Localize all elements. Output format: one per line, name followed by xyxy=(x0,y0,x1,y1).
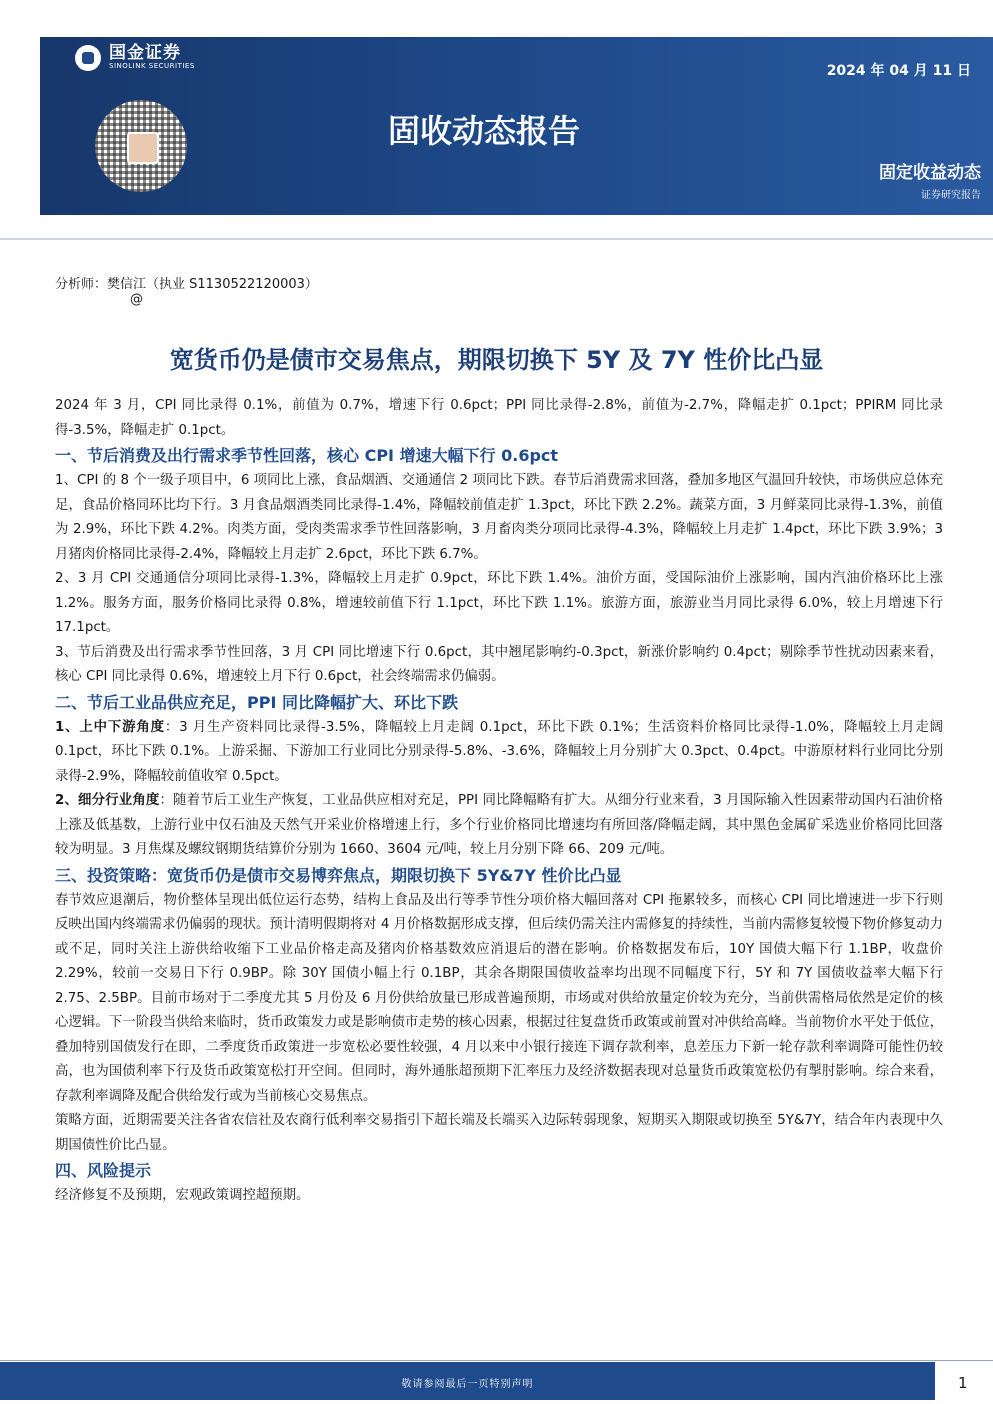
page-title: 宽货币仍是债市交易焦点，期限切换下 5Y 及 7Y 性价比凸显 xyxy=(169,346,824,374)
analyst-email[interactable]: @ xyxy=(130,292,143,307)
section-heading-3: 三、投资策略：宽货币仍是债市交易博弈焦点，期限切换下 5Y&7Y 性价比凸显 xyxy=(55,865,622,885)
section2-text-2: ：随着节后工业生产恢复，工业品供应相对充足，PPI 同比降幅略有扩大。从细分行业来看，3 月国际输入性因素带动国内石油价格上涨及低基数，上游行业中仅石油及天然气开采业价格增速上行，多个行业价格同比增速均有所回落/降幅走阔，其中黑色金属矿采选业价格同比回落较为明显。3 月焦煤及螺纹钢期货结算价分别为 1660、3604 元/吨，较上月分别下降 66、209 元/吨。 xyxy=(55,793,943,857)
section-heading-1: 一、节后消费及出行需求季节性回落，核心 CPI 增速大幅下行 0.6pct xyxy=(55,446,559,465)
section-heading-4: 四、风险提示 xyxy=(55,1161,152,1180)
section-heading-2: 二、节后工业品供应充足，PPI 同比降幅扩大、环比下跌 xyxy=(55,692,458,712)
section1-paragraph-3: 3、节后消费及出行需求季节性回落，3 月 CPI 同比增速下行 0.6pct，其中翘尾影响约-0.3pct，新涨价影响约 0.4pct；剔除季节性扰动因素来看，核心 CPI 同比录得 0.6%，增速较上月下行 0.6pct，社会终端需求仍偏弱。 xyxy=(55,644,943,684)
logo-name-en: SINOLINK SECURITIES xyxy=(109,62,195,70)
section3-paragraph-2: 策略方面，近期需要关注各省农信社及农商行低利率交易指引下超长端及长端买入边际转弱现象，短期买入期限或切换至 5Y&7Y，结合年内表现中久期国债性价比凸显。 xyxy=(55,1113,943,1153)
logo-name-cn: 国金证券 xyxy=(109,43,181,63)
section1-paragraph-1: 1、CPI 的 8 个一级子项目中，6 项同比上涨，食品烟酒、交通通信 2 项同比下跌。春节后消费需求回落，叠加多地区气温回升较快，市场供应总体充足，食品价格同环比均下行。3 月食品烟酒类同比录得-1.4%，降幅较前值走扩 1.3pct，环比下跌 2.2%。蔬菜方面，3 月鲜菜同比录得-1.3%，前值为 2.9%，环比下跌 4.2%。肉类方面，受肉类需求季节性回落影响，3 月畜肉类分项同比录得-4.3%，降幅较上月走扩 1.4pct，环比下跌 3.9%；3 月猪肉价格同比录得-2.4%，降幅较上月走扩 2.6pct，环比下跌 6.7%。 xyxy=(55,473,943,562)
qr-center-logo xyxy=(127,132,159,164)
report-type-title: 固收动态报告 xyxy=(388,112,581,150)
section2-paragraph-1 xyxy=(55,716,943,790)
section2-label-1: 1、上中下游角度 xyxy=(55,719,165,735)
section2-paragraph-2 xyxy=(55,789,943,863)
intro-paragraph: 2024 年 3 月，CPI 同比录得 0.1%，前值为 0.7%，增速下行 0.6pct；PPI 同比录得-2.8%，前值为-2.7%，降幅走扩 0.1pct；PPIRM 同比录得-3.5%，降幅走扩 0.1pct。 xyxy=(55,398,943,438)
company-logo xyxy=(75,44,195,71)
page-number: 1 xyxy=(958,1374,968,1392)
section2-label-2: 2、细分行业角度 xyxy=(55,793,160,808)
report-date: 2024 年 04 月 11 日 xyxy=(826,63,971,79)
risk-paragraph: 经济修复不及预期，宏观政策调控超预期。 xyxy=(55,1188,310,1203)
footer-disclaimer: 敬请参阅最后一页特别声明 xyxy=(401,1379,534,1390)
report-subcategory: 证券研究报告 xyxy=(921,190,981,201)
report-category: 固定收益动态 xyxy=(879,163,981,183)
section2-text-1: ：3 月生产资料同比录得-3.5%，降幅较上月走阔 0.1pct，环比下跌 0.1%；生活资料价格同比录得-1.0%，降幅较上月走阔 0.1pct，环比下跌 0.1%。上游采掘、下游加工行业同比分别录得-5.8%、-3.6%，降幅较上月分别扩大 0.3pct、0.4pct。中游原材料行业同比分别录得-2.9%，降幅较前值收窄 0.5pct。 xyxy=(55,719,943,784)
report-body xyxy=(55,394,943,1209)
footer-divider xyxy=(0,1360,993,1361)
header-divider xyxy=(0,238,993,240)
section1-paragraph-2: 2、3 月 CPI 交通通信分项同比录得-1.3%，降幅较上月走扩 0.9pct，环比下跌 1.4%。油价方面，受国际油价上涨影响，国内汽油价格环比上涨 1.2%。服务方面，服务价格同比录得 0.8%，增速较前值下行 1.1pct，环比下跌 1.1%。旅游方面，旅游业当月同比录得 6.0%，较上月增速下行 17.1pct。 xyxy=(55,571,943,635)
analyst-info: 分析师：樊信江（执业 S1130522120003） xyxy=(55,277,318,292)
logo-icon xyxy=(75,45,101,71)
section3-paragraph-1: 春节效应退潮后，物价整体呈现出低位运行态势，结构上食品及出行等季节性分项价格大幅回落对 CPI 拖累较多，而核心 CPI 同比增速进一步下行则反映出国内终端需求仍偏弱的现状。预计清明假期将对 4 月价格数据形成支撑，但后续仍需关注内需修复的持续性，当前内需修复较慢下物价修复动力或不足，同时关注上游供给收缩下工业品价格走高及猪肉价格基数效应消退后的潜在影响。价格数据发布后，10Y 国债大幅下行 1.1BP，收盘价 2.29%，较前一交易日下行 0.9BP。除 30Y 国债小幅上行 0.1BP，其余各期限国债收益率均出现不同幅度下行，5Y 和 7Y 国债收益率大幅下行 2.75、2.5BP。目前市场对于二季度尤其 5 月份及 6 月份供给放量已形成普遍预期，市场或对供给放量定价较为充分，当前供需格局依然是定价的核心逻辑。下一阶段当供给来临时，货币政策发力或是影响债市走势的核心因素，根据过往复盘货币政策或前置对冲供给高峰。当前物价水平处于低位，叠加特别国债发行在即，二季度货币政策进一步宽松必要性较强，4 月以来中小银行接连下调存款利率，息差压力下新一轮存款利率调降可能性仍较高，也为国债利率下行及货币政策宽松打开空间。但同时，海外通胀超预期下汇率压力及经济数据表现对总量货币政策宽松仍有掣肘影响。综合来看，存款利率调降及配合供给发行或为当前核心交易焦点。 xyxy=(55,892,943,1104)
